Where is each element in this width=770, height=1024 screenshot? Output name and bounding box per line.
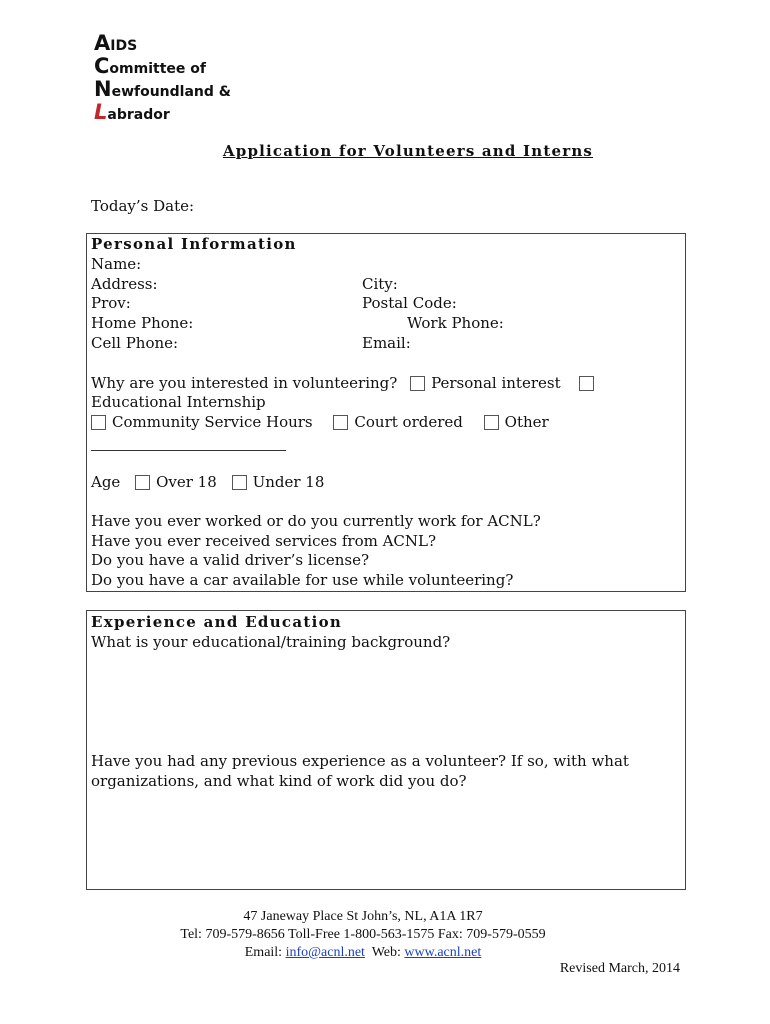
- experience-heading: Experience and Education: [91, 613, 343, 631]
- personal-interest-checkbox[interactable]: [410, 376, 425, 391]
- footer-contact: Email: info@acnl.net Web: www.acnl.net: [244, 945, 482, 960]
- drivers-license-question: Do you have a valid driver’s license?: [91, 551, 370, 569]
- city-label: City:: [362, 275, 398, 293]
- logo-line-4: Labrador: [94, 100, 170, 124]
- age-row: Age Over 18 Under 18: [91, 473, 325, 491]
- cell-phone-label: Cell Phone:: [91, 334, 179, 352]
- website-link[interactable]: www.acnl.net: [404, 945, 482, 960]
- address-label: Address:: [91, 275, 158, 293]
- todays-date-label: Today’s Date:: [91, 197, 195, 215]
- logo-line-2: Committee of: [94, 54, 206, 78]
- acnl-logo: [94, 32, 231, 124]
- educational-internship-checkbox[interactable]: [579, 376, 594, 391]
- postal-code-label: Postal Code:: [362, 294, 457, 312]
- other-checkbox[interactable]: [484, 415, 499, 430]
- worked-for-acnl-question: Have you ever worked or do you currently work for ACNL?: [91, 512, 541, 530]
- car-available-question: Do you have a car available for use while volunteering?: [91, 571, 514, 589]
- received-services-question: Have you ever received services from ACNL?: [91, 532, 437, 550]
- under-18-checkbox[interactable]: [232, 475, 247, 490]
- footer-address: 47 Janeway Place St John’s, NL, A1A 1R7: [243, 909, 483, 924]
- why-volunteer-question: Why are you interested in volunteering? Personal interest: [91, 374, 600, 393]
- educational-internship-label: Educational Internship: [91, 393, 266, 411]
- personal-heading: Personal Information: [91, 235, 297, 253]
- email-link[interactable]: info@acnl.net: [285, 945, 365, 960]
- logo-line-1: AIDS: [94, 31, 138, 55]
- logo-line-3: Newfoundland &: [94, 77, 231, 101]
- revised-date: Revised March, 2014: [559, 961, 680, 976]
- name-label: Name:: [91, 255, 142, 273]
- previous-experience-question-line-2: organizations, and what kind of work did you do?: [91, 772, 467, 790]
- over-18-checkbox[interactable]: [135, 475, 150, 490]
- footer-phones: Tel: 709-579-8656 Toll-Free 1-800-563-1575 Fax: 709-579-0559: [180, 927, 546, 942]
- educational-background-question: What is your educational/training background?: [91, 633, 451, 651]
- email-label: Email:: [362, 334, 411, 352]
- experience-education-section: [86, 610, 686, 890]
- home-phone-label: Home Phone:: [91, 314, 194, 332]
- reason-options-row: Community Service Hours Court ordered Other: [91, 413, 549, 432]
- work-phone-label: Work Phone:: [407, 314, 504, 332]
- community-service-checkbox[interactable]: [91, 415, 106, 430]
- prov-label: Prov:: [91, 294, 131, 312]
- red-ribbon-icon: L: [94, 100, 108, 124]
- other-reason-blank-line[interactable]: [91, 450, 286, 451]
- page-title: Application for Volunteers and Interns: [222, 142, 594, 160]
- previous-experience-question-line-1: Have you had any previous experience as a volunteer? If so, with what: [91, 752, 629, 770]
- court-ordered-checkbox[interactable]: [333, 415, 348, 430]
